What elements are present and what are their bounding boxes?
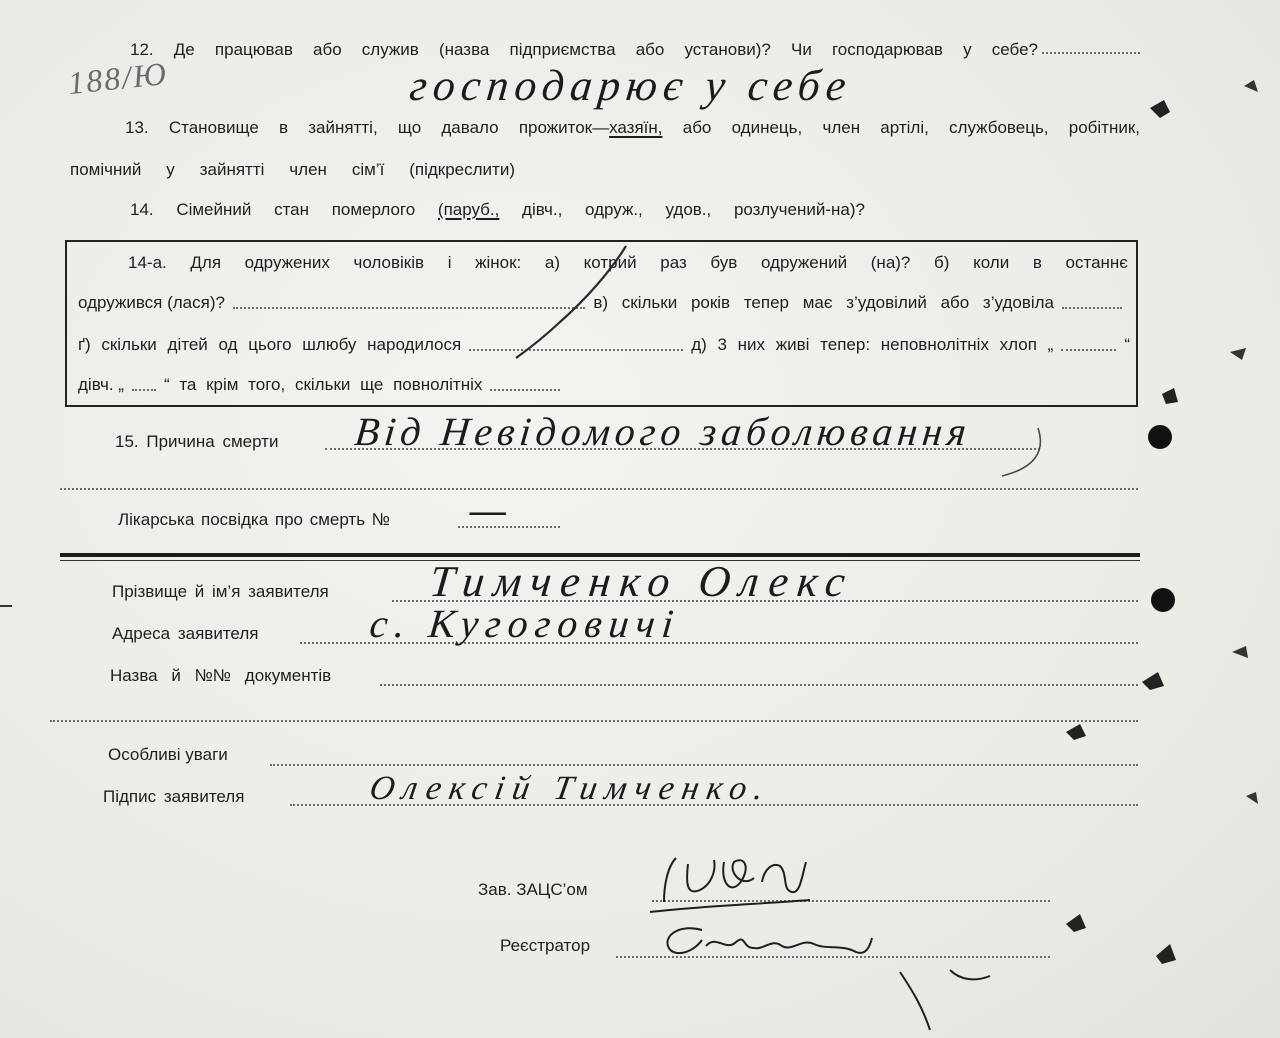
q14-underlined-choice: (паруб.,: [437, 200, 500, 219]
q14a-row2-dotted-leader: [233, 307, 585, 309]
documents-dotted-line-2: [50, 720, 1138, 722]
q14a-row3-text-c: “: [1124, 335, 1130, 354]
q15-handwriting-tail: [1002, 428, 1040, 476]
paper-tear-mark: [1230, 348, 1246, 360]
q14a-row3-text-a: ґ) скільки дітей од цього шлюбу народилося: [78, 335, 462, 354]
q14a-row2-dotted-leader-end: [1062, 307, 1122, 309]
margin-note: 188/Ю: [66, 54, 170, 102]
punch-hole: [1148, 425, 1172, 449]
q12-dotted-leader: [1042, 52, 1140, 54]
paper-tear-mark: [1232, 646, 1248, 658]
q15-label: 15. Причина смерти: [115, 432, 279, 451]
q13-line2: помічний у зайнятті член сім’ї (підкреслити): [70, 160, 515, 179]
paper-tear-mark: [1162, 388, 1178, 404]
q12-label: 12. Де працював або служив (назва підприємства або установи)? Чи господарював у себе?: [130, 40, 1038, 59]
applicant-address-handwritten: с. Кугоговичі: [367, 601, 683, 646]
medical-certificate-handwritten-dash: —: [470, 490, 506, 530]
head-of-registry-dotted-leader: [652, 900, 1050, 902]
q14-prefix: 14. Сімейний стан померлого: [130, 200, 438, 219]
q15-dotted-line-2: [60, 488, 1138, 490]
q13-underlined-choice: хазяїн,: [609, 118, 663, 137]
paper-tear-mark: [1246, 792, 1258, 804]
applicant-name-label: Прізвище й ім’я заявителя: [112, 582, 329, 601]
q14a-row4-dotted-leader: [132, 389, 156, 391]
q14-line: [130, 200, 865, 220]
q13-line1: [125, 118, 1140, 138]
registrar-label: Реєстратор: [500, 936, 591, 955]
q13-suffix: або одинець, член артілі, службовець, робітник,: [662, 118, 1140, 137]
q14a-row4-dotted-leader-end: [490, 389, 560, 391]
q14a-row2-text-a: одружився (лася)?: [78, 293, 225, 312]
paper-tear-mark: [1142, 672, 1164, 690]
q14-suffix: дівч., одруж., удов., розлучений-на)?: [499, 200, 865, 219]
applicant-signature-label: Підпис заявителя: [103, 787, 245, 806]
q14a-row3-dotted-leader-end: [1061, 349, 1116, 351]
special-notes-dotted-leader: [270, 764, 1138, 766]
registrar-dotted-leader: [616, 956, 1050, 958]
head-of-registry-signature: [650, 858, 810, 912]
paper-tear-mark: [1156, 944, 1176, 964]
registrar-signature: [667, 928, 990, 1030]
q14a-row3-dotted-leader: [469, 349, 683, 351]
q14a-row3-text-b: д) 3 них живі тепер: неповнолітніх хлоп „: [691, 335, 1054, 354]
head-of-registry-label: Зав. ЗАЦС’ом: [478, 880, 588, 899]
punch-hole: [1151, 588, 1175, 612]
applicant-name-handwritten: Тимченко Олекс: [427, 557, 857, 606]
applicant-signature-handwritten: Олексій Тимченко.: [366, 770, 775, 807]
paper-tear-mark: [1066, 724, 1086, 740]
q14a-row3: [78, 335, 1130, 355]
applicant-address-label: Адреса заявителя: [112, 624, 259, 643]
q15-handwritten-answer: Від Невідомого заболювання: [352, 409, 974, 454]
q12-handwritten-answer: господарює у себе: [407, 61, 855, 110]
q14a-row2: [78, 293, 1130, 313]
q14a-row4-text-b: “ та крім того, скільки ще повнолітніх: [163, 375, 483, 394]
special-notes-label: Особливі уваги: [108, 745, 228, 764]
medical-certificate-label: Лікарська посвідка про смерть №: [118, 510, 391, 529]
q14a-row1: 14-а. Для одружених чоловіків і жінок: а) котрий раз був одружений (на)? б) коли в останнє: [128, 253, 1128, 272]
documents-dotted-leader: [380, 684, 1138, 686]
q14a-row2-text-b: в) скільки років тепер має з’удовілий або з’удовіла: [593, 293, 1054, 312]
paper-tear-mark: [1066, 914, 1086, 932]
q13-prefix: 13. Становище в зайнятті, що давало прожиток—: [125, 118, 610, 137]
paper-tear-mark: [1244, 80, 1258, 92]
q14a-row4: [78, 375, 568, 395]
paper-tear-mark: [1150, 100, 1170, 118]
q14a-row4-text-a: дівч. „: [78, 375, 124, 394]
documents-label: Назва й №№ документів: [110, 666, 332, 685]
